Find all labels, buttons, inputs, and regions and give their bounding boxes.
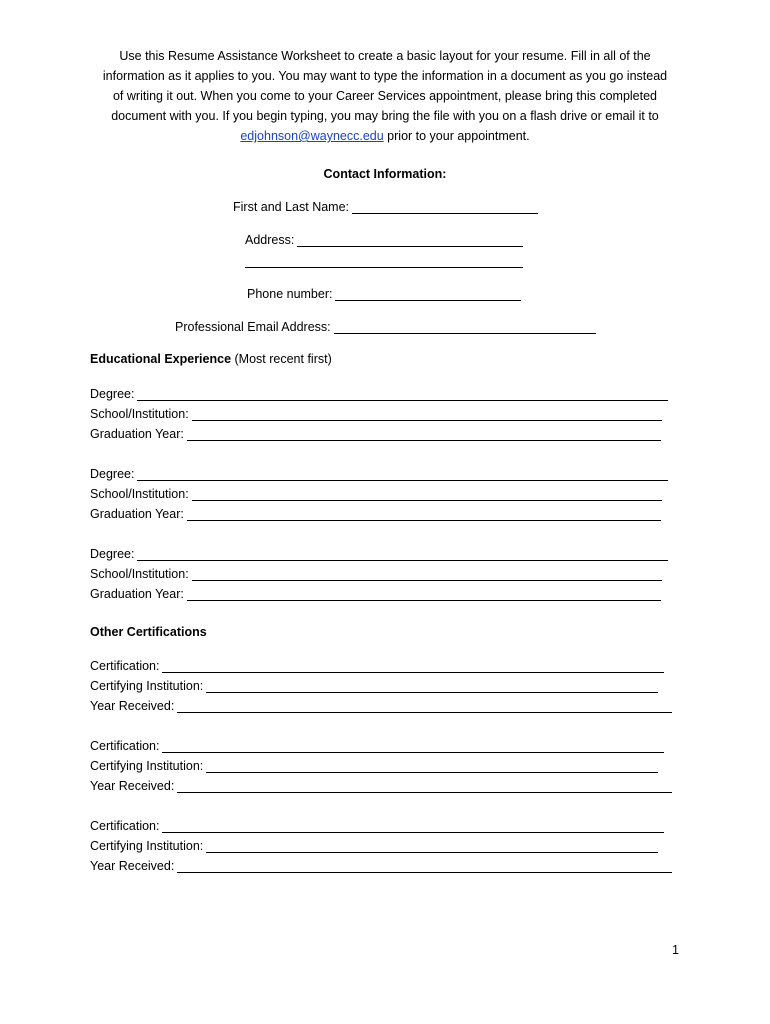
certifying-institution-field[interactable] — [90, 837, 658, 853]
grad-year-blank[interactable] — [187, 428, 661, 441]
education-section-title — [90, 352, 332, 366]
certification-blank[interactable] — [162, 740, 664, 753]
phone-label: Phone number: — [247, 287, 333, 301]
school-label: School/Institution: — [90, 407, 189, 421]
grad-year-field[interactable] — [90, 425, 661, 441]
name-field[interactable] — [233, 200, 538, 214]
grad-year-label: Graduation Year: — [90, 507, 184, 521]
certification-blank[interactable] — [162, 660, 664, 673]
certifying-institution-label: Certifying Institution: — [90, 679, 204, 693]
page-number: 1 — [672, 943, 679, 957]
email-label: Professional Email Address: — [175, 320, 331, 334]
grad-year-field[interactable] — [90, 585, 661, 601]
degree-field[interactable] — [90, 465, 668, 481]
school-blank[interactable] — [192, 408, 662, 421]
phone-blank[interactable] — [335, 287, 521, 301]
degree-blank[interactable] — [137, 468, 668, 481]
school-field[interactable] — [90, 405, 662, 421]
school-blank[interactable] — [192, 488, 662, 501]
email-field[interactable] — [175, 320, 596, 334]
school-label: School/Institution: — [90, 567, 189, 581]
intro-line: of writing it out. When you come to your Career Services appointment, please bring this completed — [112, 89, 658, 103]
certification-blank[interactable] — [162, 820, 664, 833]
address-blank[interactable] — [297, 233, 523, 247]
degree-field[interactable] — [90, 385, 668, 401]
school-label: School/Institution: — [90, 487, 189, 501]
grad-year-blank[interactable] — [187, 508, 661, 521]
contact-section-title: Contact Information: — [323, 167, 447, 181]
school-field[interactable] — [90, 565, 662, 581]
certification-field[interactable] — [90, 657, 664, 673]
degree-label: Degree: — [90, 387, 135, 401]
certifying-institution-blank[interactable] — [206, 680, 658, 693]
year-received-blank[interactable] — [177, 700, 672, 713]
degree-field[interactable] — [90, 545, 668, 561]
intro-line: information as it applies to you. You may want to type the information in a document as you go instead — [102, 69, 668, 83]
year-received-blank[interactable] — [177, 860, 672, 873]
certification-label: Certification: — [90, 739, 160, 753]
name-blank[interactable] — [352, 200, 538, 214]
certifying-institution-field[interactable] — [90, 677, 658, 693]
intro-line: document with you. If you begin typing, you may bring the file with you on a flash drive or email it to — [111, 109, 659, 123]
education-title: Educational Experience — [90, 352, 232, 366]
certifying-institution-label: Certifying Institution: — [90, 839, 204, 853]
phone-field[interactable] — [247, 287, 521, 301]
year-received-label: Year Received: — [90, 859, 175, 873]
address-line-2[interactable] — [245, 254, 523, 268]
grad-year-label: Graduation Year: — [90, 587, 184, 601]
degree-label: Degree: — [90, 467, 135, 481]
address-blank-2[interactable] — [245, 254, 523, 268]
intro-line: Use this Resume Assistance Worksheet to create a basic layout for your resume. Fill in all of the — [119, 49, 651, 63]
grad-year-field[interactable] — [90, 505, 661, 521]
year-received-field[interactable] — [90, 777, 672, 793]
intro-paragraph — [80, 46, 690, 146]
degree-label: Degree: — [90, 547, 135, 561]
address-field[interactable] — [245, 233, 523, 247]
year-received-label: Year Received: — [90, 699, 175, 713]
certification-label: Certification: — [90, 819, 160, 833]
certification-field[interactable] — [90, 817, 664, 833]
education-subtitle: (Most recent first) — [231, 352, 332, 366]
year-received-field[interactable] — [90, 697, 672, 713]
certifying-institution-blank[interactable] — [206, 760, 658, 773]
certification-label: Certification: — [90, 659, 160, 673]
school-field[interactable] — [90, 485, 662, 501]
degree-blank[interactable] — [137, 388, 668, 401]
certification-field[interactable] — [90, 737, 664, 753]
certifying-institution-blank[interactable] — [206, 840, 658, 853]
degree-blank[interactable] — [137, 548, 668, 561]
certifications-section-title: Other Certifications — [90, 625, 207, 639]
certifying-institution-field[interactable] — [90, 757, 658, 773]
intro-line-tail: prior to your appointment. — [383, 129, 530, 143]
name-label: First and Last Name: — [233, 200, 350, 214]
certifying-institution-label: Certifying Institution: — [90, 759, 204, 773]
email-link[interactable]: edjohnson@waynecc.edu — [240, 129, 384, 143]
intro-line — [80, 126, 690, 146]
year-received-blank[interactable] — [177, 780, 672, 793]
grad-year-blank[interactable] — [187, 588, 661, 601]
school-blank[interactable] — [192, 568, 662, 581]
year-received-label: Year Received: — [90, 779, 175, 793]
grad-year-label: Graduation Year: — [90, 427, 184, 441]
email-blank[interactable] — [334, 320, 596, 334]
year-received-field[interactable] — [90, 857, 672, 873]
address-label: Address: — [245, 233, 295, 247]
